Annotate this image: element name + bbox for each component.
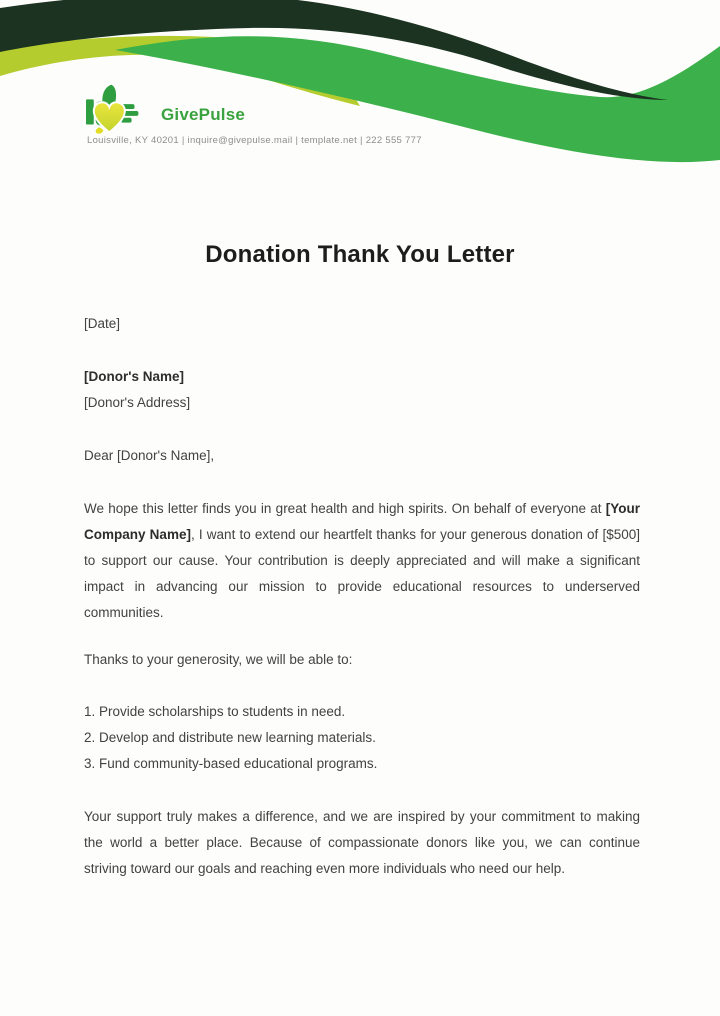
logo-thumb-shape bbox=[102, 85, 116, 103]
letter-content bbox=[0, 311, 720, 882]
salutation: Dear [Donor's Name], bbox=[84, 448, 215, 463]
company-name-placeholder: [Your Company Name] bbox=[84, 501, 640, 542]
list-item: 2. Develop and distribute new learning materials. bbox=[84, 730, 376, 745]
recipient-address: [Donor's Address] bbox=[84, 395, 191, 410]
letter-title: Donation Thank You Letter bbox=[205, 241, 515, 268]
list-intro: Thanks to your generosity, we will be able to: bbox=[84, 652, 353, 667]
date-placeholder: [Date] bbox=[84, 316, 121, 331]
paragraph-opening-post: , I want to extend our heartfelt thanks for your generous donation of [$500] to support our cause. Your contribution is deeply appreciated and will make a significant impact in advancing our mission to provide educational resources to underserved communities. bbox=[84, 527, 640, 620]
brand-block bbox=[86, 84, 245, 136]
contact-line: Louisville, KY 40201 | inquire@givepulse.mail | template.net | 222 555 777 bbox=[87, 135, 422, 146]
paragraph-opening bbox=[84, 496, 640, 626]
list-item: 1. Provide scholarships to students in need. bbox=[84, 704, 346, 719]
paragraph-opening-pre: We hope this letter finds you in great health and high spirits. On behalf of everyone at bbox=[84, 501, 606, 516]
recipient-name: [Donor's Name] bbox=[84, 369, 184, 384]
givepulse-logo-icon bbox=[86, 84, 152, 136]
logo-cuff-shape bbox=[86, 99, 94, 124]
list-item: 3. Fund community-based educational programs. bbox=[84, 756, 378, 771]
recipient-block bbox=[84, 364, 640, 416]
logo-drop-shape bbox=[96, 127, 104, 133]
paragraph-closing: Your support truly makes a difference, and we are inspired by your commitment to making the world a better place. Because of compassionate donors like you, we can continue striving toward our goals and reaching even more individuals who need our help. bbox=[84, 809, 640, 876]
benefits-list bbox=[84, 699, 640, 777]
brand-name: GivePulse bbox=[161, 105, 246, 124]
header-banner bbox=[0, 0, 720, 170]
